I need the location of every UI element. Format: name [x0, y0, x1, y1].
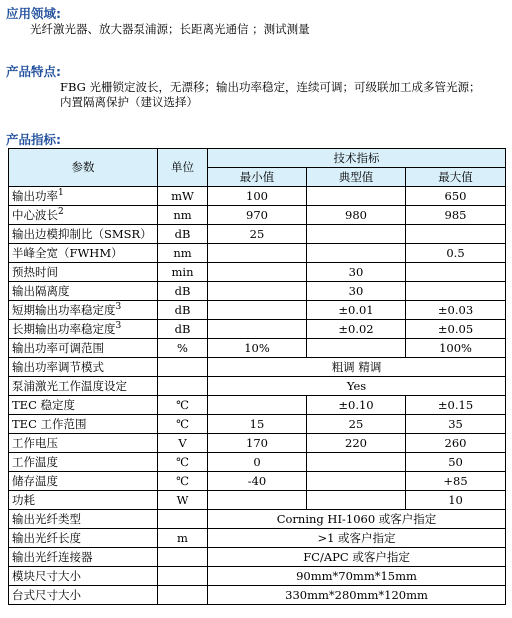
param-label: 工作温度	[12, 454, 58, 469]
unit-cell: V	[158, 434, 208, 453]
table-row	[9, 491, 506, 510]
unit-cell	[158, 567, 208, 586]
param-cell	[9, 358, 158, 377]
value-span-cell: 粗调 精调	[208, 358, 506, 377]
param-cell	[9, 472, 158, 491]
table-row	[9, 187, 506, 206]
header-unit: 单位	[158, 149, 208, 187]
header-param: 参数	[9, 149, 158, 187]
value-span-cell: >1 或客户指定	[208, 529, 506, 548]
param-cell	[9, 244, 158, 263]
min-cell	[208, 491, 307, 510]
unit-cell: ℃	[158, 453, 208, 472]
param-label: 输出功率可调范围	[12, 340, 104, 355]
table-row	[9, 377, 506, 396]
max-cell: 50	[406, 453, 506, 472]
table-row	[9, 206, 506, 225]
max-cell: 100%	[406, 339, 506, 358]
max-cell: 10	[406, 491, 506, 510]
param-cell	[9, 206, 158, 225]
unit-cell	[158, 510, 208, 529]
min-cell	[208, 244, 307, 263]
table-row	[9, 358, 506, 377]
param-cell	[9, 510, 158, 529]
typ-cell: 25	[307, 415, 406, 434]
table-row	[9, 225, 506, 244]
typ-cell	[307, 339, 406, 358]
param-label: 短期输出功率稳定度	[12, 302, 116, 317]
spec-table	[8, 148, 506, 605]
param-cell	[9, 339, 158, 358]
min-cell	[208, 263, 307, 282]
param-cell	[9, 453, 158, 472]
table-row	[9, 567, 506, 586]
table-row	[9, 586, 506, 605]
param-label: TEC 工作范围	[12, 416, 87, 431]
table-row	[9, 263, 506, 282]
table-row	[9, 453, 506, 472]
max-cell: +85	[406, 472, 506, 491]
typ-cell: 220	[307, 434, 406, 453]
table-row	[9, 510, 506, 529]
max-cell: 260	[406, 434, 506, 453]
max-cell	[406, 225, 506, 244]
param-cell	[9, 491, 158, 510]
table-row	[9, 529, 506, 548]
param-label: 泵浦激光工作温度设定	[12, 378, 127, 393]
param-cell	[9, 529, 158, 548]
min-cell	[208, 396, 307, 415]
param-label: TEC 稳定度	[12, 397, 76, 412]
max-cell: ±0.05	[406, 320, 506, 339]
min-cell: 0	[208, 453, 307, 472]
table-row	[9, 472, 506, 491]
typ-cell: 30	[307, 282, 406, 301]
param-label: 输出光纤连接器	[12, 549, 93, 564]
value-span-cell: Yes	[208, 377, 506, 396]
unit-cell: m	[158, 529, 208, 548]
table-row	[9, 244, 506, 263]
specs-title: 产品指标:	[6, 132, 61, 147]
min-cell: -40	[208, 472, 307, 491]
typ-cell	[307, 491, 406, 510]
table-row	[9, 548, 506, 567]
max-cell	[406, 282, 506, 301]
table-row	[9, 282, 506, 301]
typ-cell	[307, 244, 406, 263]
unit-cell: ℃	[158, 415, 208, 434]
footnote-marker: 2	[58, 206, 64, 217]
value-span-cell: Corning HI-1060 或客户指定	[208, 510, 506, 529]
param-cell	[9, 187, 158, 206]
footnote-marker: 1	[58, 187, 64, 198]
unit-cell: min	[158, 263, 208, 282]
header-max: 最大值	[406, 168, 506, 187]
header-min: 最小值	[208, 168, 307, 187]
param-cell	[9, 377, 158, 396]
min-cell: 15	[208, 415, 307, 434]
unit-cell	[158, 358, 208, 377]
param-cell	[9, 396, 158, 415]
typ-cell: ±0.10	[307, 396, 406, 415]
param-label: 预热时间	[12, 264, 58, 279]
max-cell: 0.5	[406, 244, 506, 263]
param-cell	[9, 320, 158, 339]
unit-cell	[158, 377, 208, 396]
features-line-1: FBG 光栅锁定波长，无漂移；输出功率稳定，连续可调；可级联加工成多管光源；	[60, 80, 481, 94]
unit-cell: %	[158, 339, 208, 358]
footnote-marker: 3	[115, 301, 122, 312]
table-row	[9, 396, 506, 415]
table-row	[9, 339, 506, 358]
features-title: 产品特点:	[6, 64, 61, 79]
min-cell	[208, 320, 307, 339]
unit-cell: W	[158, 491, 208, 510]
application-title: 应用领域:	[6, 6, 61, 21]
table-row	[9, 320, 506, 339]
footnote-marker: 3	[115, 320, 122, 331]
unit-cell	[158, 548, 208, 567]
param-label: 中心波长	[12, 207, 58, 222]
param-label: 输出功率调节模式	[12, 359, 104, 374]
param-label: 输出功率	[12, 188, 58, 203]
min-cell	[208, 282, 307, 301]
param-cell	[9, 415, 158, 434]
param-cell	[9, 434, 158, 453]
param-label: 输出光纤类型	[12, 511, 81, 526]
unit-cell: nm	[158, 206, 208, 225]
unit-cell: ℃	[158, 472, 208, 491]
min-cell: 970	[208, 206, 307, 225]
unit-cell: ℃	[158, 396, 208, 415]
param-cell	[9, 548, 158, 567]
param-label: 长期输出功率稳定度	[12, 321, 116, 336]
application-text: 光纤激光器、放大器泵浦源；长距离光通信 ；测试测量	[30, 22, 310, 36]
param-label: 功耗	[12, 492, 35, 507]
param-cell	[9, 282, 158, 301]
unit-cell: dB	[158, 225, 208, 244]
typ-cell: 980	[307, 206, 406, 225]
unit-cell: nm	[158, 244, 208, 263]
param-label: 输出边模抑制比（SMSR）	[12, 226, 152, 241]
typ-cell: 30	[307, 263, 406, 282]
param-label: 输出隔离度	[12, 283, 70, 298]
max-cell: ±0.15	[406, 396, 506, 415]
max-cell: ±0.03	[406, 301, 506, 320]
table-row	[9, 301, 506, 320]
min-cell: 170	[208, 434, 307, 453]
param-label: 工作电压	[12, 435, 58, 450]
param-label: 输出光纤长度	[12, 530, 81, 545]
max-cell: 985	[406, 206, 506, 225]
param-cell	[9, 567, 158, 586]
max-cell	[406, 263, 506, 282]
param-label: 半峰全宽（FWHM）	[12, 245, 123, 260]
value-span-cell: 90mm*70mm*15mm	[208, 567, 506, 586]
features-line-2: 内置隔离保护（建议选择）	[60, 95, 198, 109]
table-row	[9, 415, 506, 434]
param-cell	[9, 586, 158, 605]
param-label: 储存温度	[12, 473, 58, 488]
param-cell	[9, 263, 158, 282]
typ-cell	[307, 187, 406, 206]
param-cell	[9, 301, 158, 320]
typ-cell: ±0.02	[307, 320, 406, 339]
header-typ: 典型值	[307, 168, 406, 187]
max-cell: 650	[406, 187, 506, 206]
typ-cell: ±0.01	[307, 301, 406, 320]
spec-table-body	[9, 187, 506, 605]
unit-cell: dB	[158, 301, 208, 320]
max-cell: 35	[406, 415, 506, 434]
param-cell	[9, 225, 158, 244]
value-span-cell: 330mm*280mm*120mm	[208, 586, 506, 605]
value-span-cell: FC/APC 或客户指定	[208, 548, 506, 567]
min-cell	[208, 301, 307, 320]
min-cell: 100	[208, 187, 307, 206]
header-tech: 技术指标	[208, 149, 506, 168]
min-cell: 10%	[208, 339, 307, 358]
unit-cell: dB	[158, 320, 208, 339]
param-label: 模块尺寸大小	[12, 568, 81, 583]
param-label: 台式尺寸大小	[12, 587, 81, 602]
typ-cell	[307, 472, 406, 491]
min-cell: 25	[208, 225, 307, 244]
unit-cell: dB	[158, 282, 208, 301]
unit-cell: mW	[158, 187, 208, 206]
unit-cell	[158, 586, 208, 605]
typ-cell	[307, 225, 406, 244]
table-row	[9, 434, 506, 453]
typ-cell	[307, 453, 406, 472]
